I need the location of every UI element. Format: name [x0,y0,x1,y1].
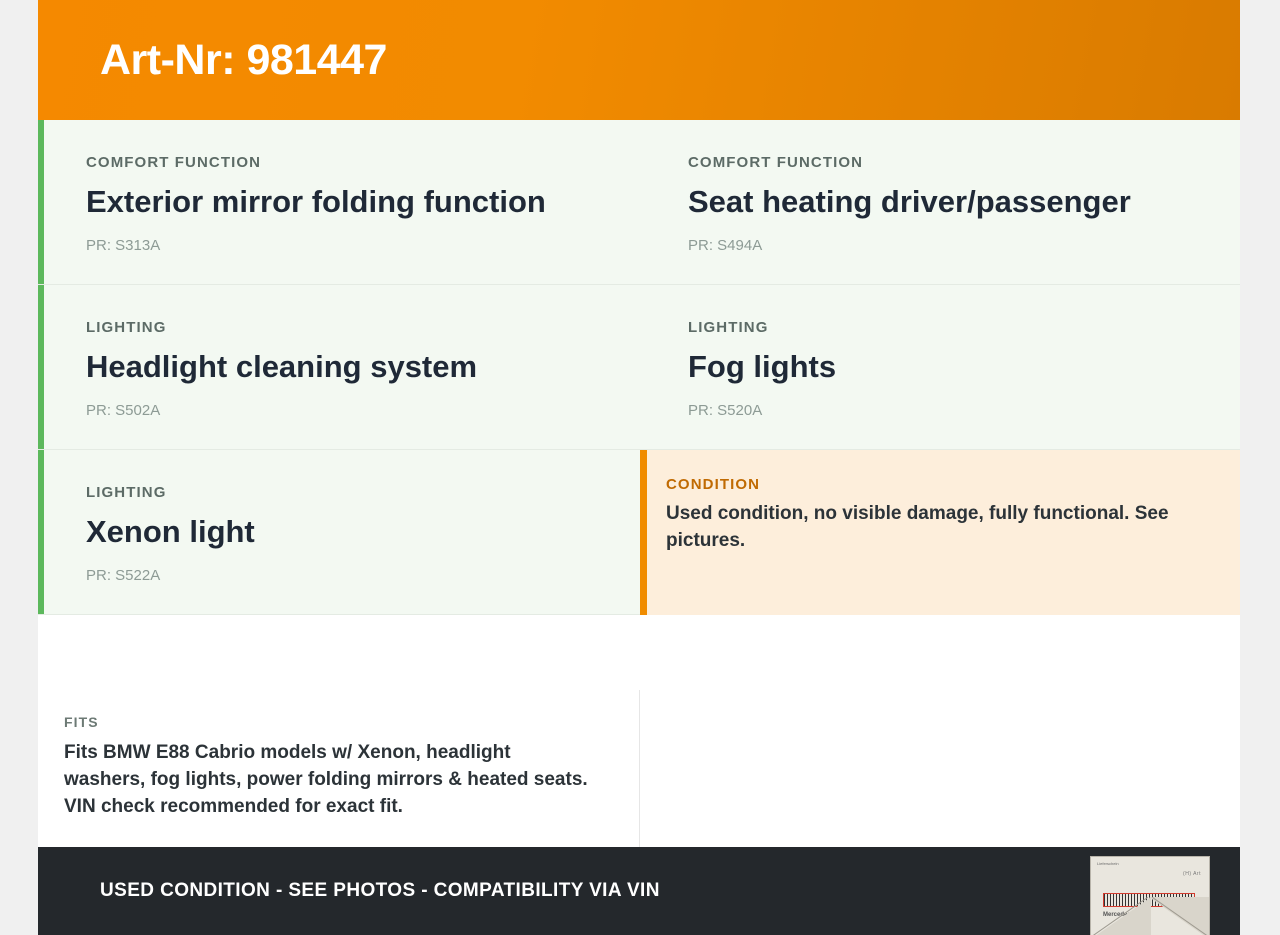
feature-card [38,285,640,450]
shipping-label-thumbnail [1090,856,1210,935]
header-bar [38,0,1240,120]
accent-bar [38,450,44,614]
feature-category: COMFORT FUNCTION [86,154,262,171]
feature-pr-code: PR: S313A [86,237,161,255]
fits-label: FITS [64,714,99,731]
accent-bar [38,285,44,449]
fits-row [38,690,1240,847]
feature-card [640,285,1240,450]
feature-title: Exterior mirror folding function [86,184,546,219]
feature-category: LIGHTING [86,319,167,337]
feature-card [640,120,1240,285]
feature-title: Seat heating driver/passenger [688,184,1131,219]
feature-card [38,120,640,285]
condition-card [640,450,1240,615]
feature-category: LIGHTING [688,319,769,337]
feature-category: COMFORT FUNCTION [688,154,864,171]
page-title: Art-Nr: 981447 [100,35,387,84]
label-brand-text: Mercedes-Benz [1103,912,1148,918]
feature-pr-code: PR: S502A [86,402,161,420]
feature-title: Fog lights [688,349,837,385]
footer-text: USED CONDITION - SEE PHOTOS - COMPATIBILITY VIA VIN [100,880,660,901]
feature-pr-code: PR: S522A [86,567,161,585]
feature-pr-code: PR: S520A [688,402,763,420]
label-top-text: Lieferschein [1097,861,1119,866]
fits-text: Fits BMW E88 Cabrio models w/ Xenon, headlight washers, fog lights, power folding mirrors & heated seats. VIN check recommended for exact fit. [64,742,588,818]
feature-title: Xenon light [86,514,255,550]
feature-card [38,450,640,615]
accent-bar [38,120,44,284]
listing-sheet [38,0,1240,935]
condition-text: Used condition, no visible damage, fully functional. See pictures. [666,503,1169,552]
feature-title: Headlight cleaning system [86,349,478,385]
fits-spacer [640,690,1240,847]
accent-bar [640,450,647,615]
fits-card [38,690,640,847]
feature-category: LIGHTING [86,484,167,502]
footer-bar [38,847,1240,935]
feature-grid [38,120,1240,690]
feature-pr-code: PR: S494A [688,237,763,255]
label-right-text: (H) Art [1183,871,1201,877]
condition-label: CONDITION [666,476,761,494]
